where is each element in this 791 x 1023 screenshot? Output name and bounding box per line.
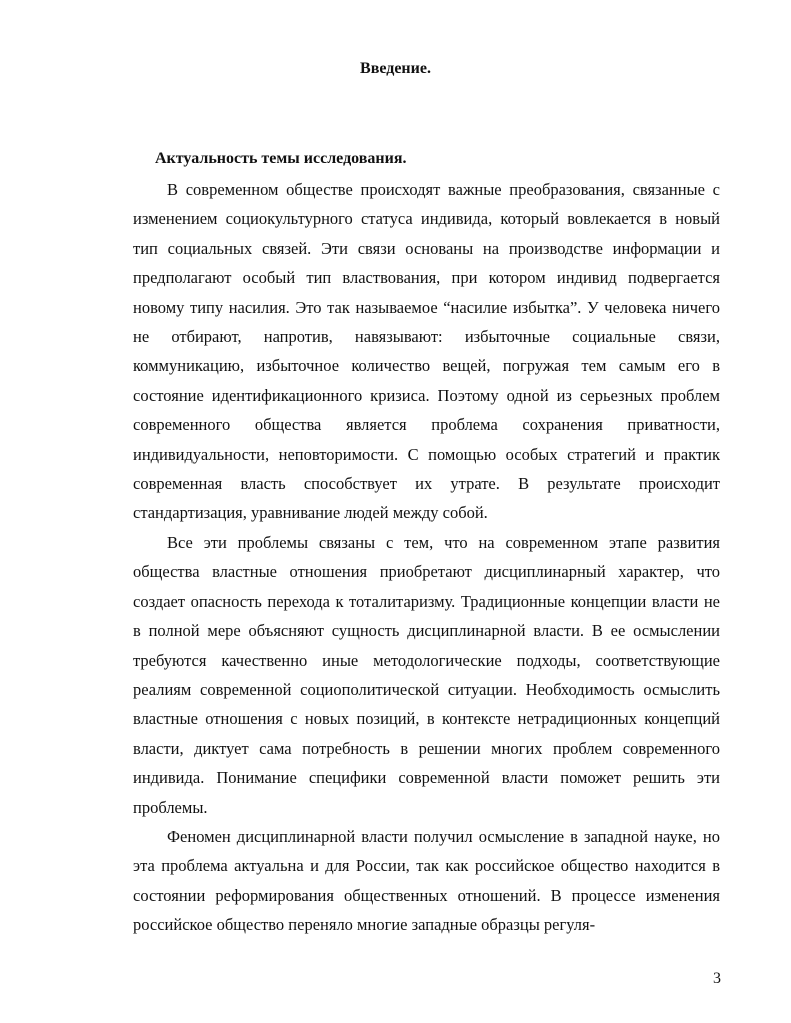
document-body bbox=[133, 175, 720, 940]
section-heading: Актуальность темы исследования. bbox=[155, 150, 407, 167]
page-number: 3 bbox=[713, 970, 721, 987]
paragraph: Феномен дисциплинарной власти получил осмысление в западной науке, но эта проблема актуальна и для России, так как российское общество находится в состоянии реформирования общественных отношений. В процессе изменения российское общество переняло многие западные образцы регуля- bbox=[133, 826, 720, 935]
paragraph: В современном обществе происходят важные преобразования, связанные с изменением социокультурного статуса индивида, который вовлекается в новый тип социальных связей. Эти связи основаны на производстве информации и предполагают особый тип властвования, при котором индивид подвергается новому типу насилия. Это так называемое “насилие избытка”. У человека ничего не отбирают, напротив, навязывают: избыточные социальные связи, коммуникацию, избыточное количество вещей, погружая тем самым его в состояние идентификационного кризиса. Поэтому одной из серьезных проблем современного общества является проблема сохранения приватности, индивидуальности, неповторимости. С помощью особых стратегий и практик современная власть способствует их утрате. В результате происходит стандартизация, уравнивание людей между собой. bbox=[133, 180, 720, 523]
paragraph: Все эти проблемы связаны с тем, что на современном этапе развития общества властные отношения приобретают дисциплинарный характер, что создает опасность перехода к тоталитаризму. Традиционные концепции власти не в полной мере объясняют сущность дисциплинарной власти. В ее осмыслении требуются качественно иные методологические подходы, соответствующие реалиям современной социополитической ситуации. Необходимость осмыслить властные отношения с новых позиций, в контексте нетрадиционных концепций власти, диктует сама потребность в решении многих проблем современного индивида. Понимание специфики современной власти поможет решить эти проблемы. bbox=[133, 532, 720, 817]
document-title: Введение. bbox=[360, 60, 431, 77]
